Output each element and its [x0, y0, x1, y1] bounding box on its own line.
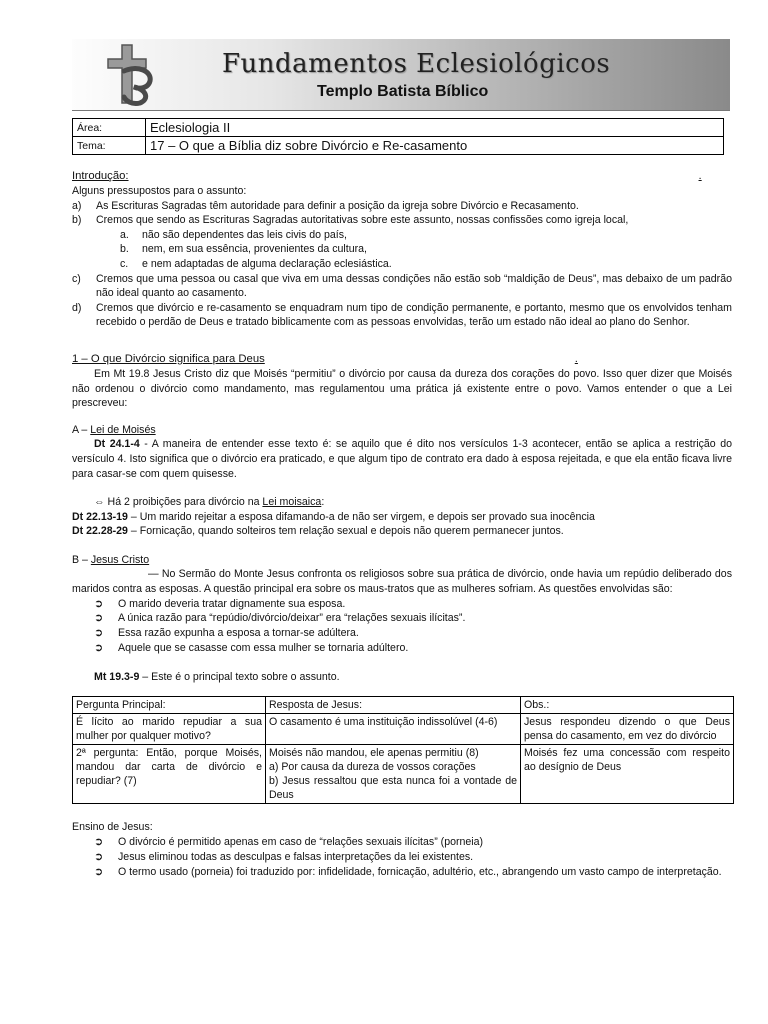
prohibition-2	[72, 524, 732, 539]
list-item	[72, 865, 732, 880]
sub-text: não são dependentes das leis civis do país,	[142, 228, 347, 241]
table-cell: 2ª pergunta: Então, porque Moisés, mandou dar carta de divórcio e repudiar? (7)	[73, 745, 266, 804]
tema-value: 17 – O que a Bíblia diz sobre Divórcio e Re-casamento	[146, 137, 724, 155]
section-b-prefix: B –	[72, 553, 91, 566]
list-text: Cremos que divórcio e re-casamento se enquadram num tipo de condição permanente, e portanto, mesmo que os envolvidos tenham recebido o perdão de Deus e tratado biblicamente com as pessoas envolvidas, terão um estado não ideal ao plano do Senhor.	[96, 301, 732, 329]
ensino-lead: Ensino de Jesus:	[72, 821, 153, 834]
sub-list	[72, 228, 732, 272]
church-logo-icon	[94, 41, 162, 107]
list-item	[72, 597, 732, 612]
list-item	[72, 835, 732, 850]
area-value: Eclesiologia II	[146, 119, 724, 137]
tema-label: Tema:	[73, 137, 146, 155]
bullet-text: A única razão para “repúdio/divórcio/deixar” era “relações sexuais ilícitas”.	[118, 612, 466, 625]
header-banner	[72, 39, 730, 111]
intro-lead: Alguns pressupostos para o assunto:	[72, 185, 247, 197]
list-item	[72, 213, 732, 271]
sub-text: nem, em sua essência, provenientes da cultura,	[142, 243, 367, 256]
arrow-bullet-icon: ➲	[94, 612, 104, 625]
area-label: Área:	[73, 119, 146, 137]
list-marker: b)	[72, 214, 82, 227]
answer-line: b) Jesus ressaltou que esta nunca foi a vontade de Deus	[269, 775, 517, 802]
list-text: Cremos que uma pessoa ou casal que viva em uma dessas condições não estão sob “maldição de Deus”, mas debaixo de um padrão não ideal quanto ao casamento.	[96, 272, 732, 300]
prohibitions-law: Lei moisaica	[262, 496, 322, 509]
sub-list-item	[72, 242, 732, 257]
answer-line: a) Por causa da dureza de vossos corações	[269, 761, 476, 774]
ensino-bullets	[72, 835, 732, 879]
section-b-bullets	[72, 597, 732, 656]
list-text: Cremos que sendo as Escrituras Sagradas autoritativas sobre este assunto, nossas confissões como igreja local,	[96, 214, 629, 227]
list-item	[72, 301, 732, 330]
intro-heading: Introdução: .	[72, 170, 702, 182]
table-header: Pergunta Principal:	[73, 697, 266, 714]
arrow-bullet-icon: ➲	[94, 627, 104, 640]
section1-paragraph: Em Mt 19.8 Jesus Cristo diz que Moisés “permitiu” o divórcio por causa da dureza dos corações do povo. Isso quer dizer que Moisés não ordenou o divórcio como mandamento, mas regulamentou uma prática já existente entre o povo. Vamos entender o que a Lei prescreveu:	[72, 367, 732, 410]
bullet-text: O marido deveria tratar dignamente sua esposa.	[118, 597, 346, 610]
section-a-paragraph	[72, 437, 732, 481]
sub-marker: c.	[120, 257, 129, 270]
list-marker: a)	[72, 199, 82, 212]
section-b-heading	[72, 553, 732, 568]
bible-ref: Dt 22.13-19	[72, 510, 128, 523]
prohibitions-heading	[72, 495, 732, 510]
prohibitions-text: Há 2 proibições para divórcio na	[107, 496, 263, 509]
list-item	[72, 641, 732, 656]
table-header: Obs.:	[521, 697, 734, 714]
table-row	[73, 745, 734, 804]
prohibition-1	[72, 510, 732, 525]
list-item	[72, 272, 732, 301]
sub-text: e nem adaptadas de alguma declaração eclesiástica.	[142, 257, 392, 270]
section-a-heading	[72, 423, 732, 438]
section-a-text: - A maneira de entender esse texto é: se aquilo que é dito nos versículos 1-3 acontecer, então se aplica a restrição do versículo 4. Isto significa que o divórcio era praticado, e que algum tipo de contrato era dado à esposa rejeitada, e que ela então ficava livre para casar-se com quem quisesse.	[72, 438, 732, 480]
answer-line: Moisés não mandou, ele apenas permitiu (8)	[269, 747, 479, 760]
arrow-bullet-icon: ➲	[94, 642, 104, 655]
sub-marker: b.	[120, 243, 129, 256]
prohibition-text: – Fornicação, quando solteiros tem relação sexual e depois não querem permanecer juntos.	[127, 525, 564, 538]
table-header: Resposta de Jesus:	[266, 697, 521, 714]
bullet-text: O termo usado (porneia) foi traduzido por: infidelidade, fornicação, adultério, etc., abrangendo um vasto campo de interpretação.	[118, 865, 722, 878]
bullet-text: O divórcio é permitido apenas em caso de “relações sexuais ilícitas” (porneia)	[118, 836, 484, 849]
table-cell: Moisés fez uma concessão com respeito ao desígnio de Deus	[521, 745, 734, 804]
bullet-text: Jesus eliminou todas as desculpas e falsas interpretações da lei existentes.	[118, 850, 474, 863]
section1-heading-text: 1 – O que Divórcio significa para Deus	[72, 352, 265, 365]
bullet-text: Aquele que se casasse com essa mulher se tornaria adúltero.	[118, 642, 409, 655]
table-header-row	[73, 697, 734, 714]
section-a-prefix: A –	[72, 423, 91, 436]
sub-list-item	[72, 257, 732, 272]
double-arrow-icon: ⇔	[94, 496, 105, 509]
section-a-title: Lei de Moisés	[90, 423, 156, 436]
bible-ref: Dt 24.1-4	[94, 438, 140, 451]
list-marker: c)	[72, 272, 81, 285]
list-marker: d)	[72, 301, 82, 314]
intro-heading-text: Introdução:	[72, 170, 129, 182]
table-cell: Jesus respondeu dizendo o que Deus pensa do casamento, em vez do divórcio	[521, 714, 734, 745]
arrow-bullet-icon: ➲	[94, 597, 104, 610]
arrow-bullet-icon: ➲	[94, 850, 104, 863]
sub-marker: a.	[120, 228, 129, 241]
arrow-bullet-icon: ➲	[94, 836, 104, 849]
table-cell	[266, 745, 521, 804]
bible-ref: Mt 19.3-9	[94, 670, 140, 683]
banner-subtitle: Templo Batista Bíblico	[317, 83, 489, 100]
list-text: As Escrituras Sagradas têm autoridade para definir a posição da igreja sobre Divórcio e Recasamento.	[96, 199, 579, 212]
section-b-title: Jesus Cristo	[90, 553, 150, 566]
intro-list	[72, 199, 732, 330]
table-cell: É lícito ao marido repudiar a sua mulher por qualquer motivo?	[73, 714, 266, 745]
list-item	[72, 611, 732, 626]
bible-ref: Dt 22.28-29	[72, 525, 128, 538]
topic-table	[72, 118, 724, 155]
main-text-line	[72, 670, 732, 685]
table-cell: O casamento é uma instituição indissolúvel (4-6)	[266, 714, 521, 745]
list-item	[72, 199, 732, 214]
table-row	[73, 714, 734, 745]
section-b-paragraph: — No Sermão do Monte Jesus confronta os religiosos sobre sua prática de divórcio, onde havia um repúdio deliberado dos maridos contra as esposas. A questão principal era sobre os maus-tratos que as mulheres sofriam. As questões envolvidas são:	[72, 568, 732, 596]
bullet-text: Essa razão expunha a esposa a tornar-se adúltera.	[118, 627, 359, 640]
document-body	[72, 169, 732, 879]
prohibition-text: – Um marido rejeitar a esposa difamando-a de não ser virgem, e depois ser provado sua inocência	[127, 510, 595, 523]
section1-heading: 1 – O que Divórcio significa para Deus .	[72, 352, 578, 365]
question-table	[72, 696, 734, 804]
list-item	[72, 626, 732, 641]
main-text-desc: – Este é o principal texto sobre o assunto.	[139, 670, 340, 683]
prohibitions-colon: :	[321, 496, 325, 509]
list-item	[72, 850, 732, 865]
sub-list-item	[72, 228, 732, 243]
banner-title: Fundamentos Eclesiológicos	[222, 49, 611, 79]
arrow-bullet-icon: ➲	[94, 865, 104, 878]
